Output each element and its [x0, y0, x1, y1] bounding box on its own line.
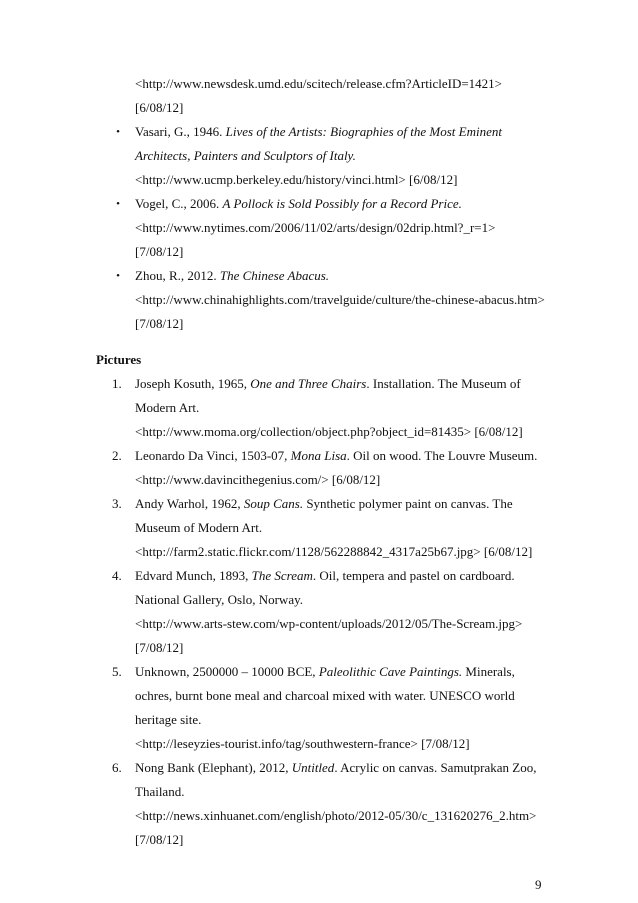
entry-text: Nong Bank (Elephant), 2012,	[135, 760, 292, 775]
ref-title-continued	[135, 148, 356, 164]
ref-entry-zhou	[135, 268, 329, 284]
picture-entry	[135, 760, 536, 776]
ref-date: [6/08/12]	[135, 100, 184, 115]
picture-entry	[135, 376, 521, 392]
picture-entry	[135, 664, 515, 680]
entry-date: [7/08/12]	[135, 832, 184, 847]
list-number: 3.	[112, 496, 122, 511]
bullet-icon: •	[116, 270, 120, 282]
entry-text: . Acrylic on canvas. Samutprakan Zoo,	[334, 760, 537, 775]
entry-url: <http://news.xinhuanet.com/english/photo/2012-05/30/c_131620276_2.htm>	[135, 808, 537, 823]
entry-text: Unknown, 2500000 – 10000 BCE,	[135, 664, 319, 679]
list-number: 2.	[112, 448, 122, 463]
picture-entry	[135, 568, 515, 584]
bullet-icon: •	[116, 126, 120, 138]
ref-author-year: Zhou, R., 2012.	[135, 268, 220, 283]
ref-date: [7/08/12]	[135, 316, 184, 331]
entry-title: Soup Cans.	[243, 496, 304, 511]
entry-title: Paleolithic Cave Paintings.	[318, 664, 463, 679]
entry-text: . Installation. The Museum of	[366, 376, 521, 391]
ref-author-year: Vasari, G., 1946.	[135, 124, 226, 139]
entry-title: One and Three Chairs	[250, 376, 367, 391]
ref-title: A Pollock is Sold Possibly for a Record Price.	[222, 196, 462, 211]
entry-text: Edvard Munch, 1893,	[135, 568, 252, 583]
page-number: 9	[535, 877, 542, 892]
picture-entry	[135, 448, 537, 464]
entry-url: <http://www.moma.org/collection/object.php?object_id=81435> [6/08/12]	[135, 424, 523, 439]
section-heading-pictures: Pictures	[96, 352, 142, 367]
ref-date: [7/08/12]	[135, 244, 184, 259]
entry-title: Mona Lisa	[290, 448, 347, 463]
entry-text: . Oil on wood. The Louvre Museum.	[346, 448, 538, 463]
ref-entry-vogel	[135, 196, 462, 212]
entry-text: . Oil, tempera and pastel on cardboard.	[312, 568, 515, 583]
entry-line: National Gallery, Oslo, Norway.	[135, 592, 303, 607]
list-number: 5.	[112, 664, 122, 679]
entry-date: [7/08/12]	[135, 640, 184, 655]
entry-text: Leonardo Da Vinci, 1503-07,	[135, 448, 291, 463]
ref-title: The Chinese Abacus.	[219, 268, 330, 283]
entry-url: <http://farm2.static.flickr.com/1128/562288842_4317a25b67.jpg> [6/08/12]	[135, 544, 533, 559]
entry-url: <http://www.davincithegenius.com/> [6/08/12]	[135, 472, 381, 487]
ref-title-line2: Architects, Painters and Sculptors of Italy.	[135, 148, 356, 163]
bullet-icon: •	[116, 198, 120, 210]
entry-line: Thailand.	[135, 784, 185, 799]
list-number: 4.	[112, 568, 122, 583]
ref-entry-vasari	[135, 124, 502, 140]
entry-url: <http://leseyzies-tourist.info/tag/southwestern-france> [7/08/12]	[135, 736, 470, 751]
list-number: 6.	[112, 760, 122, 775]
entry-text: Andy Warhol, 1962,	[135, 496, 244, 511]
list-number: 1.	[112, 376, 122, 391]
entry-line: Museum of Modern Art.	[135, 520, 263, 535]
entry-line: heritage site.	[135, 712, 202, 727]
entry-title: The Scream	[251, 568, 313, 583]
entry-text: Joseph Kosuth, 1965,	[135, 376, 251, 391]
entry-line: Modern Art.	[135, 400, 200, 415]
entry-line: ochres, burnt bone meal and charcoal mixed with water. UNESCO world	[135, 688, 515, 703]
entry-title: Untitled	[291, 760, 335, 775]
picture-entry	[135, 496, 513, 512]
ref-title: Lives of the Artists: Biographies of the Most Eminent	[225, 124, 502, 139]
entry-text: Minerals,	[462, 664, 515, 679]
entry-text: Synthetic polymer paint on canvas. The	[303, 496, 513, 511]
ref-url: <http://www.newsdesk.umd.edu/scitech/release.cfm?ArticleID=1421>	[135, 76, 502, 91]
ref-url: <http://www.chinahighlights.com/travelguide/culture/the-chinese-abacus.htm>	[135, 292, 545, 307]
ref-author-year: Vogel, C., 2006.	[135, 196, 223, 211]
ref-url: <http://www.nytimes.com/2006/11/02/arts/design/02drip.html?_r=1>	[135, 220, 496, 235]
entry-url: <http://www.arts-stew.com/wp-content/uploads/2012/05/The-Scream.jpg>	[135, 616, 523, 631]
ref-url: <http://www.ucmp.berkeley.edu/history/vinci.html> [6/08/12]	[135, 172, 458, 187]
